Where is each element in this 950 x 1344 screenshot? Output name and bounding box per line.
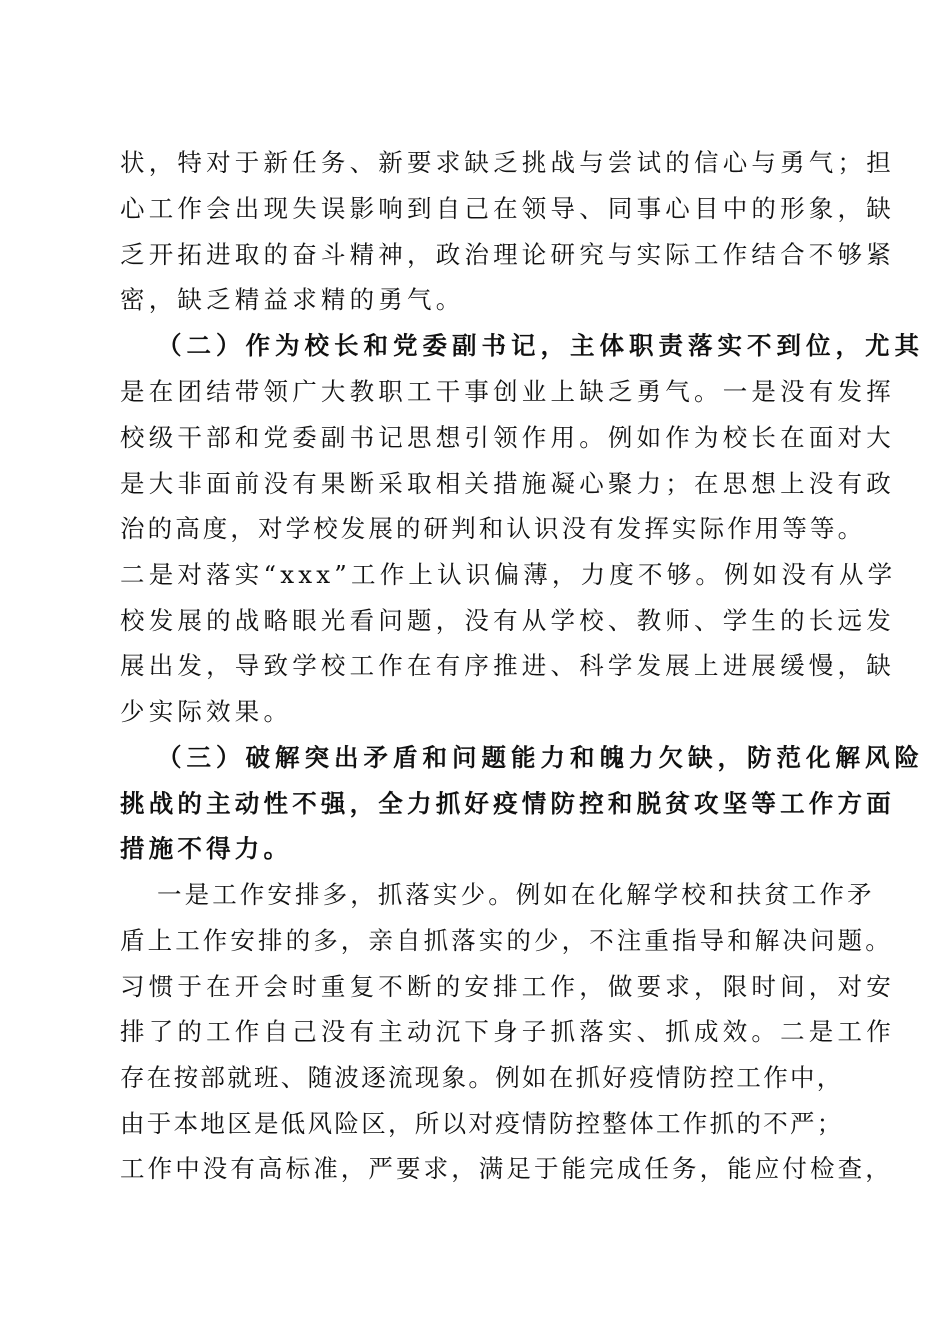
text-line: 校发展的战略眼光看问题，没有从学校、教师、学生的长远发	[120, 606, 895, 635]
text-line: 密，缺乏精益求精的勇气。	[120, 285, 465, 314]
text-line: 少实际效果。	[120, 697, 293, 726]
section-heading-line: 挑战的主动性不强，全力抓好疫情防控和脱贫攻坚等工作方面	[120, 789, 895, 818]
text-line: 校级干部和党委副书记思想引领作用。例如作为校长在面对大	[120, 423, 895, 452]
text-line: 治的高度，对学校发展的研判和认识没有发挥实际作用等等。	[120, 514, 866, 543]
text-line: 存在按部就班、随波逐流现象。例如在抓好疫情防控工作中，	[120, 1063, 844, 1092]
text-line: 是在团结带领广大教职工干事创业上缺乏勇气。一是没有发挥	[120, 377, 895, 406]
text-line: 心工作会出现失误影响到自己在领导、同事心目中的形象，缺	[120, 194, 895, 223]
text-line: 一是工作安排多，抓落实少。例如在化解学校和扶贫工作矛	[157, 880, 875, 909]
text-line: 展出发，导致学校工作在有序推进、科学发展上进展缓慢，缺	[120, 651, 895, 680]
text-line: 乏开拓进取的奋斗精神，政治理论研究与实际工作结合不够紧	[120, 240, 895, 269]
section-heading-line: （二）作为校长和党委副书记，主体职责落实不到位，尤其	[157, 331, 924, 360]
text-line: 盾上工作安排的多，亲自抓落实的少，不注重指导和解决问题。	[120, 926, 893, 955]
text-line: 工作中没有高标准，严要求，满足于能完成任务，能应付检查，	[120, 1154, 893, 1183]
text-line: 排了的工作自己没有主动沉下身子抓落实、抓成效。二是工作	[120, 1017, 895, 1046]
text-line: 二是对落实“xxx”工作上认识偏薄，力度不够。例如没有从学	[120, 560, 897, 589]
text-line: 状，特对于新任务、新要求缺乏挑战与尝试的信心与勇气；担	[120, 148, 895, 177]
text-line: 习惯于在开会时重复不断的安排工作，做要求，限时间，对安	[120, 972, 895, 1001]
section-heading-line: （三）破解突出矛盾和问题能力和魄力欠缺，防范化解风险	[157, 743, 924, 772]
text-line: 由于本地区是低风险区，所以对疫情防控整体工作抓的不严；	[120, 1109, 844, 1138]
text-line: 是大非面前没有果断采取相关措施凝心聚力；在思想上没有政	[120, 469, 895, 498]
section-heading-line: 措施不得力。	[120, 834, 293, 863]
